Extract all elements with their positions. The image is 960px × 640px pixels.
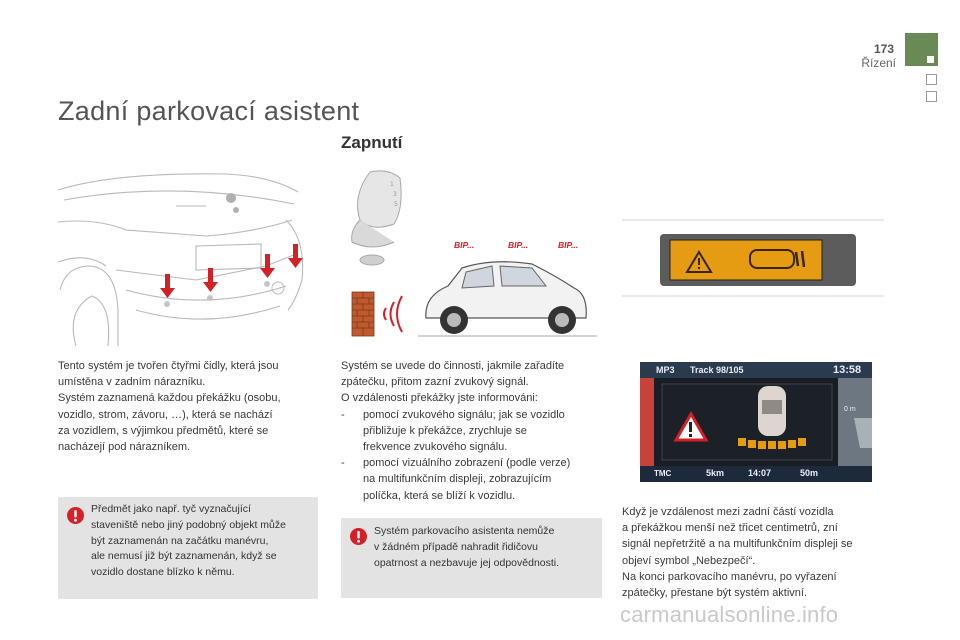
right-description [622, 504, 897, 601]
middle-warning-note [341, 518, 602, 598]
text-line: vozidlo, strom, závoru, …), která se nachází [58, 408, 273, 421]
left-description [58, 358, 320, 455]
text-line: frekvence zvukového signálu. [363, 441, 508, 454]
multifunction-screen [640, 362, 872, 482]
text-line: Systém se uvede do činnosti, jakmile zařadíte [341, 360, 565, 372]
screen-time: 13:58 [833, 364, 862, 376]
chapter-tab [905, 33, 938, 66]
text-line: Tento systém je tvořen čtyřmi čidly, která jsou [58, 360, 279, 372]
note-line: opatrnost a nezbavuje jej odpovědnosti. [374, 556, 560, 569]
watermark: carmanualsonline.info [620, 602, 839, 627]
svg-text:5: 5 [394, 201, 398, 208]
text-line: umístěna v zadním nárazníku. [58, 376, 206, 389]
page-number: 173 [873, 42, 894, 56]
beep-label-1: BIP... [454, 240, 475, 250]
note-line: ale nemusí již být zaznamenán, když se [91, 550, 277, 563]
chapter-tab-empty-2 [926, 91, 937, 102]
ds-logo [226, 193, 239, 213]
note-line: v žádném případě nahradit řidičovu [374, 540, 539, 553]
rear-bumper-illustration [56, 170, 318, 348]
screen-distance-1: 5km [706, 468, 725, 478]
page-title: Zadní parkovací asistent [58, 96, 360, 126]
screen-clock-2: 14:07 [748, 468, 772, 478]
svg-text:3: 3 [393, 191, 397, 198]
text-line: signál nepřetržitě a na multifunkčním displeji se [622, 538, 853, 551]
text-line: Když je vzdálenost mezi zadní částí vozidla [622, 506, 834, 518]
text-line: Na konci parkovacího manévru, po vyřazení [622, 570, 837, 583]
text-line: políčka, která se blíží k vozidlu. [363, 489, 516, 502]
screen-side-label: 0 m [844, 406, 856, 413]
note-line: být zaznamenán na začátku manévru, [91, 534, 269, 547]
screen-source: MP3 [656, 365, 675, 375]
beep-label-3: BIP... [558, 240, 579, 250]
instrument-panel-display [620, 216, 886, 300]
section-subtitle: Zapnutí [341, 133, 403, 152]
text-line: nacházejí pod nárazníkem. [58, 441, 191, 454]
note-line: Systém parkovacího asistenta nemůže [374, 525, 555, 537]
reversing-car-illustration [342, 168, 602, 346]
bullet-sound-signal [341, 407, 605, 456]
screen-track: Track 98/105 [690, 365, 744, 375]
chapter-tab-empty-1 [926, 74, 937, 85]
warning-icon [67, 507, 84, 524]
text-line: za vozidlem, s výjimkou předmětů, které se [58, 424, 269, 437]
text-line: - pomocí zvukového signálu; jak se vozidlo [363, 408, 565, 421]
parking-visualization [640, 378, 872, 466]
chapter-tab-marker [927, 56, 934, 63]
note-line: vozidlo dostane blízko k němu. [91, 566, 235, 579]
text-line: a překážkou menší než třicet centimetrů, zní [622, 522, 838, 535]
text-line: zpátečky, přestane být systém aktivní. [622, 587, 808, 600]
screen-tmc: TMC [654, 469, 672, 478]
text-line: přibližuje k překážce, zrychluje se [363, 424, 527, 437]
text-line: - pomocí vizuálního zobrazení (podle verze) [363, 457, 571, 470]
car-side-view [418, 262, 597, 336]
text-line: zpátečku, přitom zazní zvukový signál. [341, 376, 529, 389]
section-name: Řízení [861, 56, 896, 70]
sensor-arrows [160, 244, 303, 298]
beep-label-2: BIP... [508, 240, 529, 250]
bullet-visual-display [341, 455, 605, 504]
warning-icon [350, 528, 367, 545]
brick-wall [352, 292, 374, 336]
text-line: O vzdálenosti překážky jste informováni: [341, 392, 538, 405]
note-line: Předmět jako např. tyč vyznačující [91, 503, 251, 515]
screen-distance-2: 50m [800, 468, 819, 478]
text-line: na multifunkčním displeji, zobrazujícím [363, 473, 552, 486]
sound-waves [384, 296, 402, 332]
middle-description [341, 358, 605, 504]
text-line: Systém zaznamená každou překážku (osobu, [58, 392, 281, 405]
left-warning-note [58, 497, 318, 599]
note-line: staveniště nebo jiný podobný objekt může [91, 518, 286, 531]
svg-text:1: 1 [390, 181, 394, 188]
text-line: objeví symbol „Nebezpečí“. [622, 554, 756, 567]
